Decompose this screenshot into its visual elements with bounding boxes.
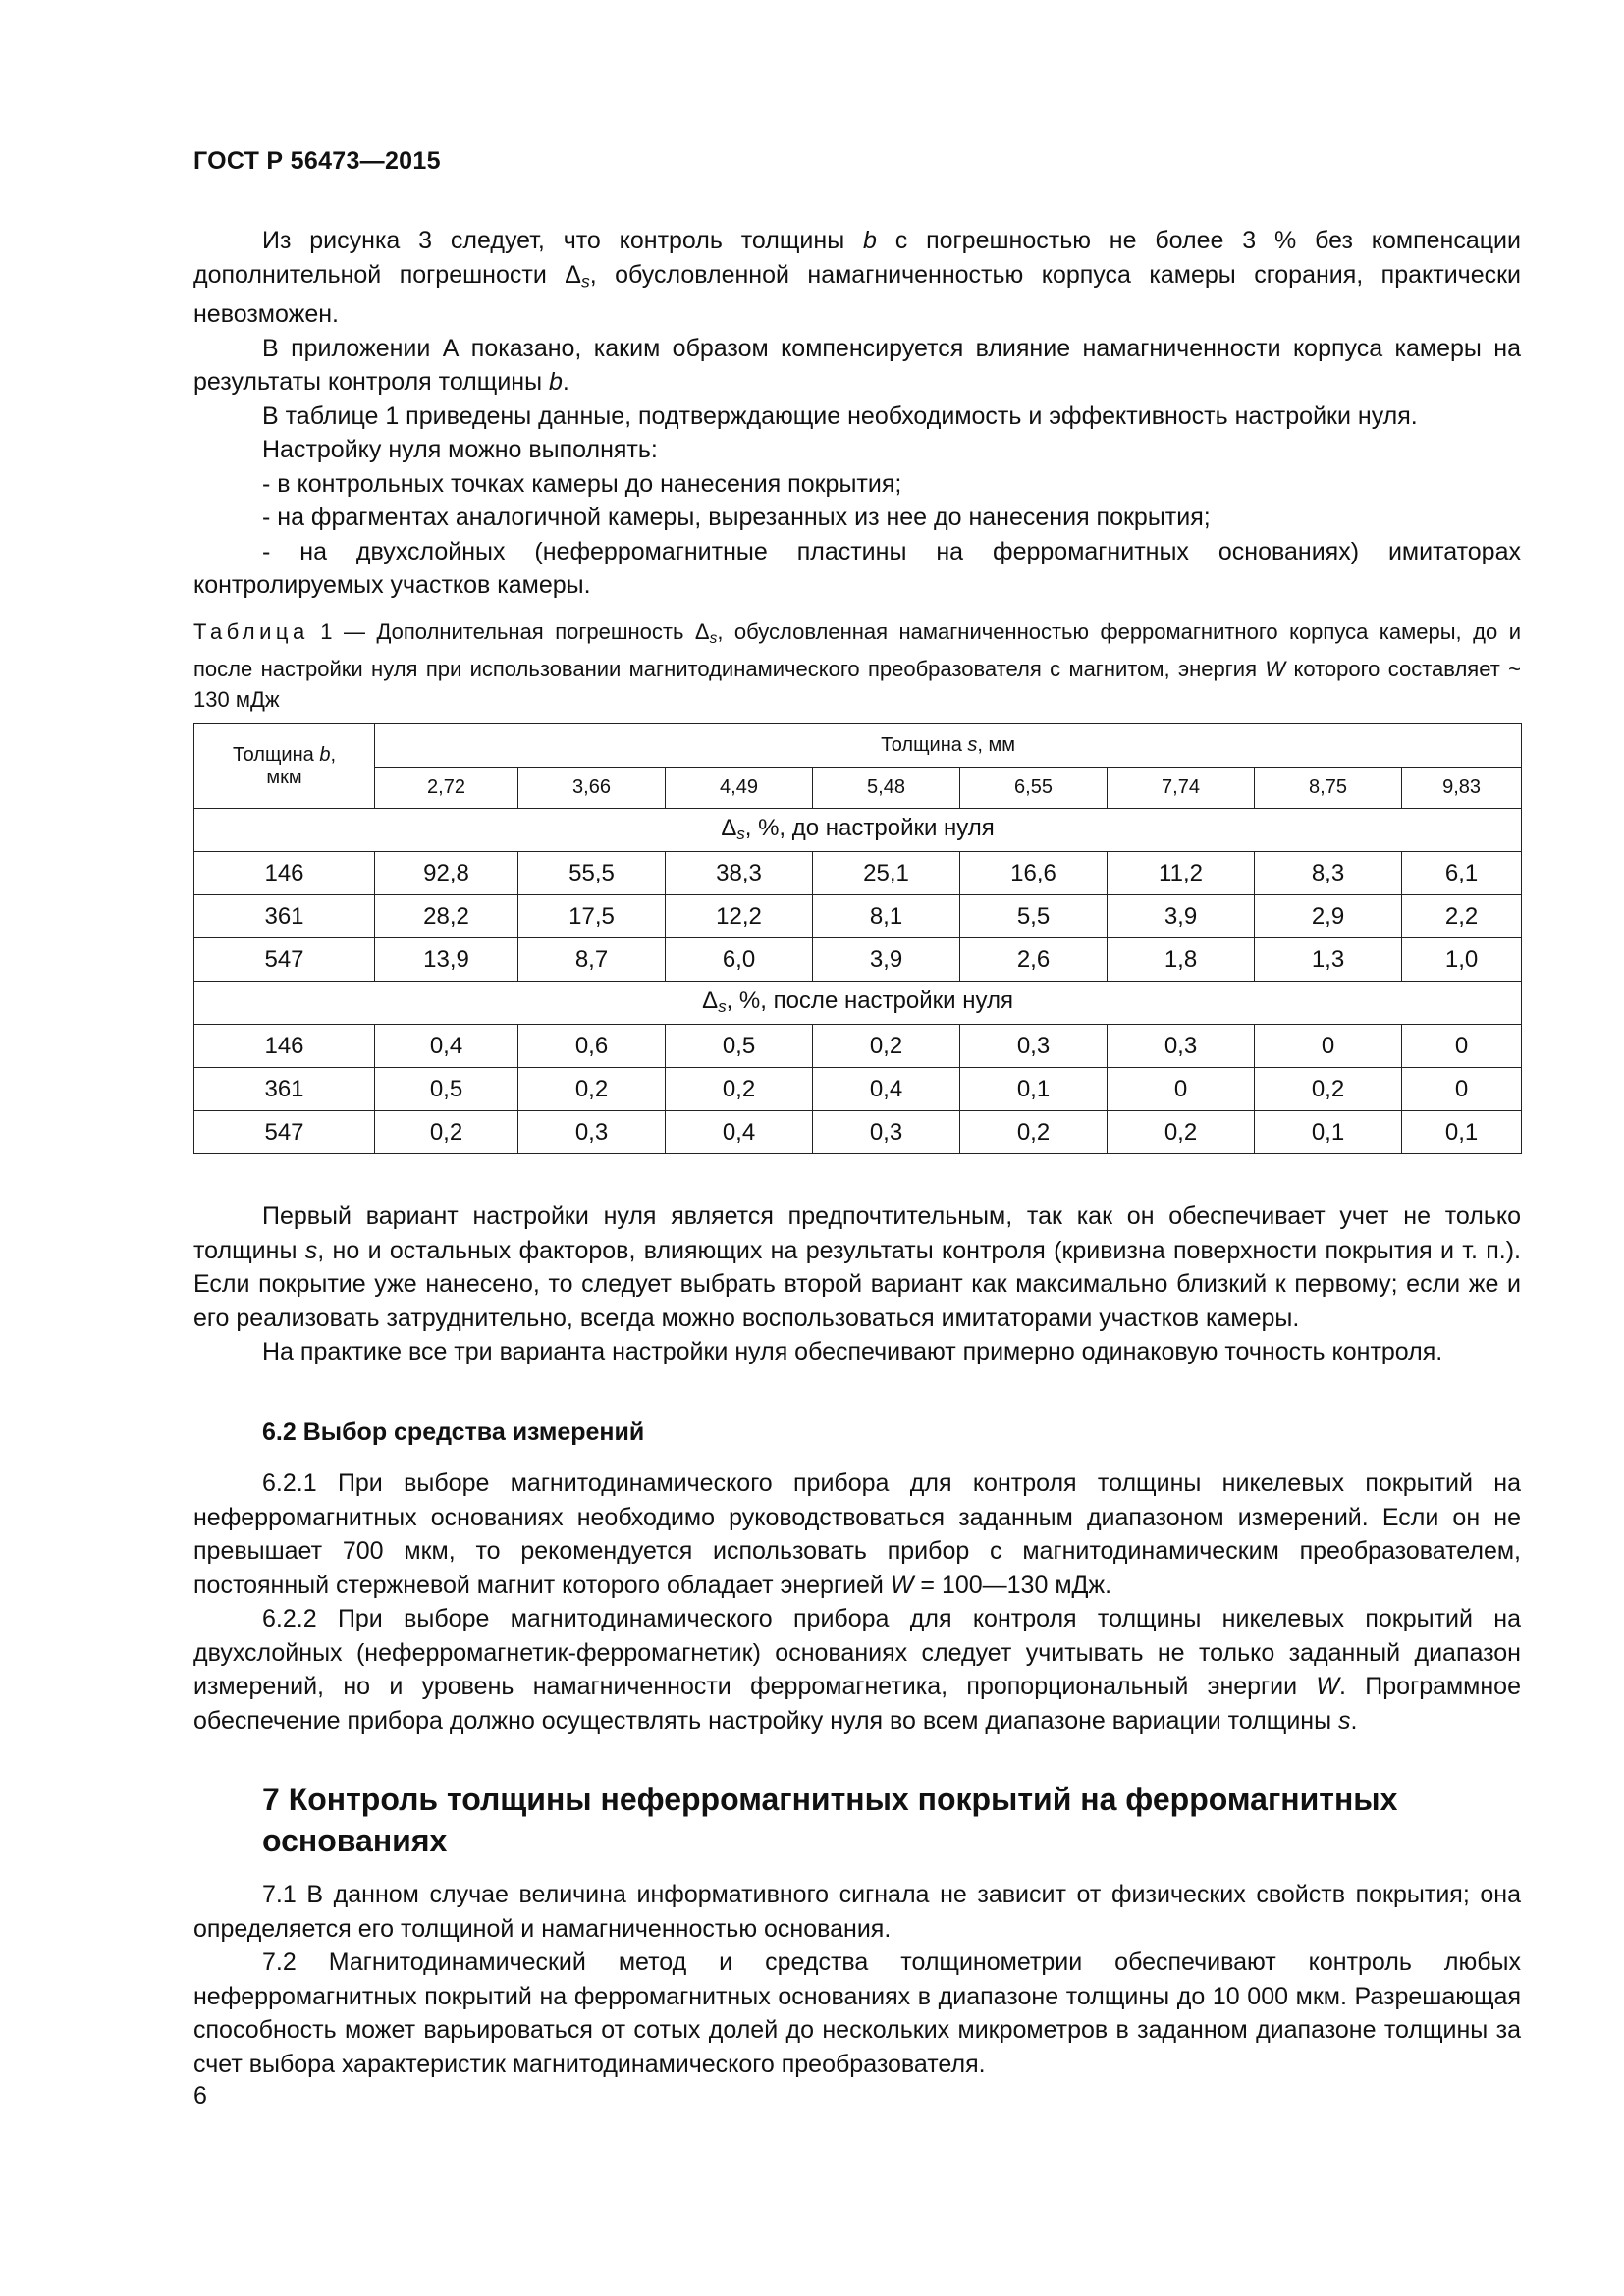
paragraph: 6.2.2 При выборе магнитодинамического прибора для контроля толщины никелевых покрытий на двухслойных (неферромагнетик-ферромагнетик) основаниях следует учитывать не только заданный диапазон измерений, но и уровень намагниченности ферромагнетика, пропорциональный энергии W. Программное обеспечение прибора должно осуществлять настройку нуля во всем диапазоне вариации толщины s. <box>193 1605 1521 1735</box>
list-item: - на фрагментах аналогичной камеры, вырезанных из нее до нанесения покрытия; <box>262 504 1211 532</box>
paragraph: На практике все три варианта настройки нуля обеспечивают примерно одинаковую точность контроля. <box>262 1338 1443 1365</box>
intro-text <box>193 224 1521 603</box>
paragraph: Первый вариант настройки нуля является предпочтительным, так как он обеспечивает учет не только толщины s, но и остальных факторов, влияющих на результаты контроля (кривизна поверхности покрытия и т. п.). Если покрытие уже нанесено, то следует выбрать второй вариант как максимально близкий к первому; если же и его реализовать затруднительно, всегда можно воспользоваться имитаторами участков камеры. <box>193 1202 1521 1332</box>
s-value: 9,83 <box>1402 768 1522 809</box>
list-item: - на двухслойных (неферромагнитные пластины на ферромагнитных основаниях) имитаторах контролируемых участков камеры. <box>193 537 1521 600</box>
s-value: 4,49 <box>666 768 813 809</box>
s-value: 7,74 <box>1108 768 1255 809</box>
s-value: 6,55 <box>960 768 1108 809</box>
s-values-row <box>194 768 1522 809</box>
table-row: 547 13,9 8,7 6,0 3,9 2,6 1,8 1,3 1,0 <box>194 938 1522 982</box>
section-before-zero: $\Delta_s$, %, до настройки нуля <box>194 809 1522 852</box>
section-7-text <box>193 1878 1521 2081</box>
table-caption: Таблица 1 — Дополнительная погрешность $\Delta_s$, обусловленная намагниченностью ферромагнитного корпуса камеры, до и после настройки нуля при использовании магнитодинамического преобразователя с магнитом, энергия W которого составляет ~ 130 мДж <box>193 619 1522 712</box>
s-value: 5,48 <box>813 768 960 809</box>
data-table <box>193 723 1522 1154</box>
s-value: 2,72 <box>375 768 518 809</box>
section-title-7: 7 Контроль толщины неферромагнитных покрытий на ферромагнитных основаниях <box>262 1782 1398 1858</box>
header-thickness-s: Толщина s, мм <box>375 724 1522 768</box>
s-value: 3,66 <box>518 768 666 809</box>
list-item: - в контрольных точках камеры до нанесения покрытия; <box>262 469 902 498</box>
intro-paragraph-2: В приложении А показано, каким образом компенсируется влияние намагниченности корпуса камеры на результаты контроля толщины b. <box>193 334 1521 397</box>
paragraph: 6.2.1 При выборе магнитодинамического прибора для контроля толщины никелевых покрытий на неферромагнитных основаниях необходимо руководствоваться заданным диапазоном измерений. Если он не превышает 700 мкм, то рекомендуется использовать прибор с магнитодинамическим преобразователем, постоянный стержневой магнит которого обладает энергией W = 100—130 мДж. <box>193 1469 1521 1599</box>
header-thickness-b: Толщина b, мкм <box>194 724 375 809</box>
table-row: 361 28,2 17,5 12,2 8,1 5,5 3,9 2,9 2,2 <box>194 895 1522 938</box>
section-6-2-text <box>193 1467 1521 1737</box>
table-row: 361 0,5 0,2 0,2 0,4 0,1 0 0,2 0 <box>194 1068 1522 1111</box>
paragraph: 7.1 В данном случае величина информативного сигнала не зависит от физических свойств покрытия; она определяется его толщиной и намагниченностью основания. <box>193 1881 1521 1943</box>
after-table-text <box>193 1200 1521 1369</box>
section-after-zero: $\Delta_s$, %, после настройки нуля <box>194 982 1522 1025</box>
table-row: 146 0,4 0,6 0,5 0,2 0,3 0,3 0 0 <box>194 1025 1522 1068</box>
table-row: 146 92,8 55,5 38,3 25,1 16,6 11,2 8,3 6,1 <box>194 852 1522 895</box>
paragraph: 7.2 Магнитодинамический метод и средства толщинометрии обеспечивают контроль любых неферромагнитных покрытий на ферромагнитных основаниях в диапазоне толщины до 10 000 мкм. Разрешающая способность может варьироваться от сотых долей до нескольких микрометров в заданном диапазоне толщины за счет выбора характеристик магнитодинамического преобразователя. <box>193 1949 1521 2078</box>
document-header: ГОСТ Р 56473—2015 <box>193 147 441 175</box>
intro-paragraph-1: Из рисунка 3 следует, что контроль толщины b с погрешностью не более 3 % без компенсации дополнительной погрешности $\Delta_s$, обусловленной намагниченностью корпуса камеры сгорания, практически невозможен. <box>193 227 1521 329</box>
intro-paragraph-3: В таблице 1 приведены данные, подтверждающие необходимость и эффективность настройки нуля. <box>262 401 1418 430</box>
s-value: 8,75 <box>1255 768 1402 809</box>
intro-paragraph-4: Настройку нуля можно выполнять: <box>262 436 658 464</box>
section-title-6-2: 6.2 Выбор средства измерений <box>262 1418 645 1446</box>
page-number: 6 <box>193 2082 207 2109</box>
table-row: 547 0,2 0,3 0,4 0,3 0,2 0,2 0,1 0,1 <box>194 1111 1522 1154</box>
